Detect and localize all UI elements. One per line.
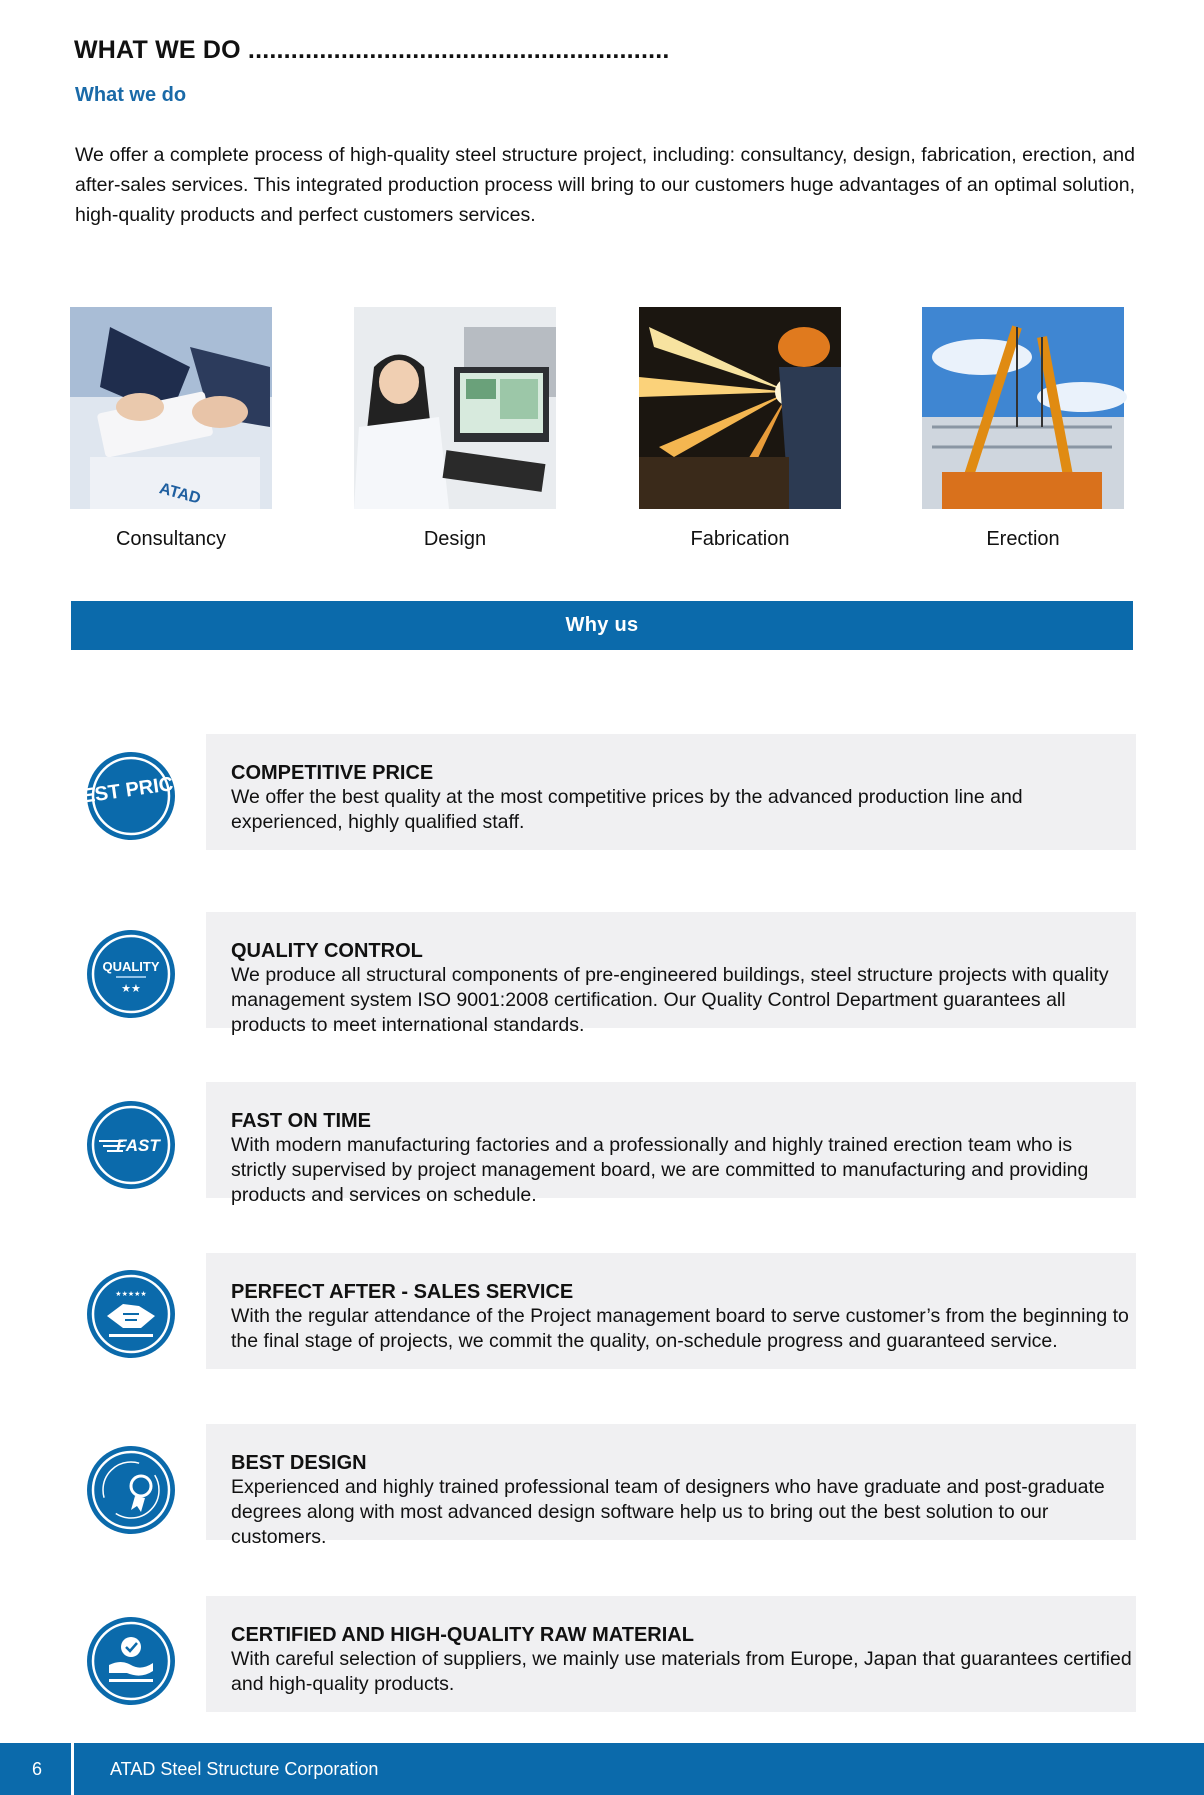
section-subheading: What we do bbox=[75, 84, 187, 106]
feature-title: FAST ON TIME bbox=[231, 1110, 371, 1132]
handshake-badge-icon bbox=[83, 1266, 179, 1362]
intro-paragraph: We offer a complete process of high-quality steel structure project, including: consultancy, design, fabrication, erection, and after-sales services. This integrated production process will bring to our customers huge advantages of an optimal solution, high-quality products and perfect customers services. bbox=[75, 144, 1135, 226]
service-label: Erection bbox=[986, 528, 1060, 550]
erection-photo bbox=[922, 307, 1124, 509]
feature-title: CERTIFIED AND HIGH-QUALITY RAW MATERIAL bbox=[231, 1624, 694, 1646]
section-heading: WHAT WE DO ........................................................... bbox=[74, 36, 670, 64]
feature-box bbox=[206, 1082, 1136, 1206]
feature-box bbox=[206, 1253, 1136, 1369]
service-fabrication bbox=[635, 307, 845, 551]
feature-description: We produce all structural components of pre-engineered buildings, steel structure projects with quality management system ISO 9001:2008 certification. Our Quality Control Department guarantees all products to meet international standards. bbox=[231, 964, 1109, 1036]
badge-text: FAST bbox=[116, 1136, 160, 1155]
svg-text:★★★★★: ★★★★★ bbox=[115, 1290, 147, 1298]
feature-description: We offer the best quality at the most competitive prices by the advanced production line and experienced, highly qualified staff. bbox=[231, 786, 1023, 833]
feature-title: BEST DESIGN bbox=[231, 1452, 367, 1474]
svg-text:★★: ★★ bbox=[121, 982, 141, 995]
footer-divider bbox=[71, 1743, 74, 1795]
feature-title: PERFECT AFTER - SALES SERVICE bbox=[231, 1281, 574, 1303]
service-label: Design bbox=[423, 528, 487, 550]
feature-description: With the regular attendance of the Project management board to serve customer’s from the beginning to the final stage of projects, we commit the quality, on-schedule progress and guaranteed service. bbox=[231, 1305, 1129, 1352]
service-label: Fabrication bbox=[690, 528, 790, 550]
feature-description: With careful selection of suppliers, we mainly use materials from Europe, Japan that guarantees certified and high-quality products. bbox=[231, 1648, 1132, 1695]
feature-title: QUALITY CONTROL bbox=[231, 940, 423, 962]
fabrication-photo bbox=[639, 307, 841, 509]
service-erection bbox=[918, 307, 1128, 551]
badge-text: BEST PRICE! bbox=[65, 770, 195, 810]
feature-description: Experienced and highly trained professional team of designers who have graduate and post-graduate degrees along with most advanced design software help us to bring out the best solution to our customers. bbox=[231, 1476, 1105, 1548]
design-award-badge-icon bbox=[83, 1442, 179, 1538]
service-design bbox=[350, 307, 560, 551]
design-photo bbox=[354, 307, 556, 509]
service-label: Consultancy bbox=[115, 528, 227, 550]
svg-text:ATAD: ATAD bbox=[157, 480, 203, 508]
why-us-banner: Why us bbox=[71, 601, 1133, 650]
feature-title: COMPETITIVE PRICE bbox=[231, 762, 434, 784]
certified-material-badge-icon bbox=[83, 1613, 179, 1709]
quality-badge-icon bbox=[83, 926, 179, 1022]
badge-text: QUALITY bbox=[102, 959, 160, 974]
feature-box bbox=[206, 734, 1136, 850]
feature-box bbox=[206, 1596, 1136, 1712]
fast-badge-icon bbox=[83, 1097, 179, 1193]
best-price-badge-icon bbox=[65, 748, 195, 844]
page-number: 6 bbox=[31, 1759, 42, 1779]
page-footer bbox=[0, 1743, 1204, 1795]
feature-box bbox=[206, 1424, 1136, 1548]
company-name: ATAD Steel Structure Corporation bbox=[110, 1759, 379, 1779]
service-consultancy bbox=[66, 307, 276, 551]
consultancy-photo bbox=[70, 307, 272, 509]
feature-description: With modern manufacturing factories and a professionally and highly trained erection team who is strictly supervised by project management board, we are committed to manufacturing and providing products and services on schedule. bbox=[231, 1134, 1089, 1206]
feature-box bbox=[206, 912, 1136, 1036]
